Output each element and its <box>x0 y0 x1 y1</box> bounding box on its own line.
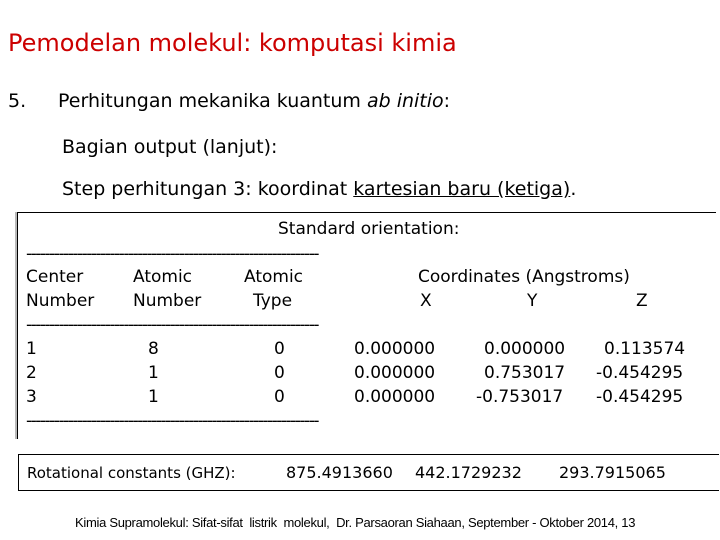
row-3-y: -0.753017 <box>476 387 564 407</box>
subheading: Bagian output (lanjut): <box>62 136 278 158</box>
header-atomic-number: Number <box>133 291 202 311</box>
header-atomic-2: Atomic <box>244 267 304 287</box>
row-2-atomic-number: 1 <box>148 363 159 383</box>
row-1-x: 0.000000 <box>354 339 436 359</box>
row-3-atomic-number: 1 <box>148 387 159 407</box>
section-text: Perhitungan mekanika kuantum <box>58 90 367 112</box>
row-2-center: 2 <box>26 363 37 383</box>
row-3-z: -0.454295 <box>596 387 684 407</box>
rotational-value-a: 875.4913660 <box>286 463 393 482</box>
step-underlined: kartesian baru (ketiga) <box>353 178 571 200</box>
rotational-value-b: 442.1729232 <box>415 463 522 482</box>
header-atomic: Atomic <box>133 267 193 287</box>
row-2-y: 0.753017 <box>484 363 566 383</box>
header-coordinates: Coordinates (Angstroms) <box>418 267 630 287</box>
row-1-y: 0.000000 <box>484 339 566 359</box>
step-suffix: . <box>570 178 577 200</box>
section-heading <box>8 88 450 114</box>
row-2-x: 0.000000 <box>354 363 436 383</box>
step-prefix: Step perhitungan 3: koordinat <box>62 178 354 200</box>
section-suffix: : <box>443 90 451 112</box>
dash-separator: --------------------------------------------------------------- <box>26 411 318 431</box>
rotational-value-c: 293.7915065 <box>559 463 666 482</box>
row-2-atomic-type: 0 <box>274 363 285 383</box>
slide-title: Pemodelan molekul: komputasi kimia <box>8 29 457 57</box>
dash-separator: --------------------------------------------------------------- <box>26 315 318 335</box>
row-3-atomic-type: 0 <box>274 387 285 407</box>
step-line <box>62 176 576 202</box>
header-atomic-type: Type <box>253 291 293 311</box>
footer-citation: Kimia Supramolekul: Sifat-sifat listrik molekul, Dr. Parsaoran Siahaan, September - Oktober 2014, 13 <box>75 515 636 530</box>
header-center-number: Number <box>26 291 95 311</box>
row-1-z: 0.113574 <box>604 339 686 359</box>
header-axis-z: Z <box>636 291 648 311</box>
row-1-center: 1 <box>26 339 37 359</box>
rotational-label: Rotational constants (GHZ): <box>27 464 236 482</box>
row-1-atomic-type: 0 <box>274 339 285 359</box>
row-3-center: 3 <box>26 387 37 407</box>
header-center: Center <box>26 267 84 287</box>
dash-separator: --------------------------------------------------------------- <box>26 244 318 264</box>
header-axis-x: X <box>420 291 432 311</box>
row-1-atomic-number: 8 <box>148 339 159 359</box>
standard-orientation-title: Standard orientation: <box>278 219 460 239</box>
section-number: 5. <box>8 90 27 112</box>
header-axis-y: Y <box>527 291 538 311</box>
row-3-x: 0.000000 <box>354 387 436 407</box>
section-italic: ab initio <box>366 90 444 112</box>
row-2-z: -0.454295 <box>596 363 684 383</box>
